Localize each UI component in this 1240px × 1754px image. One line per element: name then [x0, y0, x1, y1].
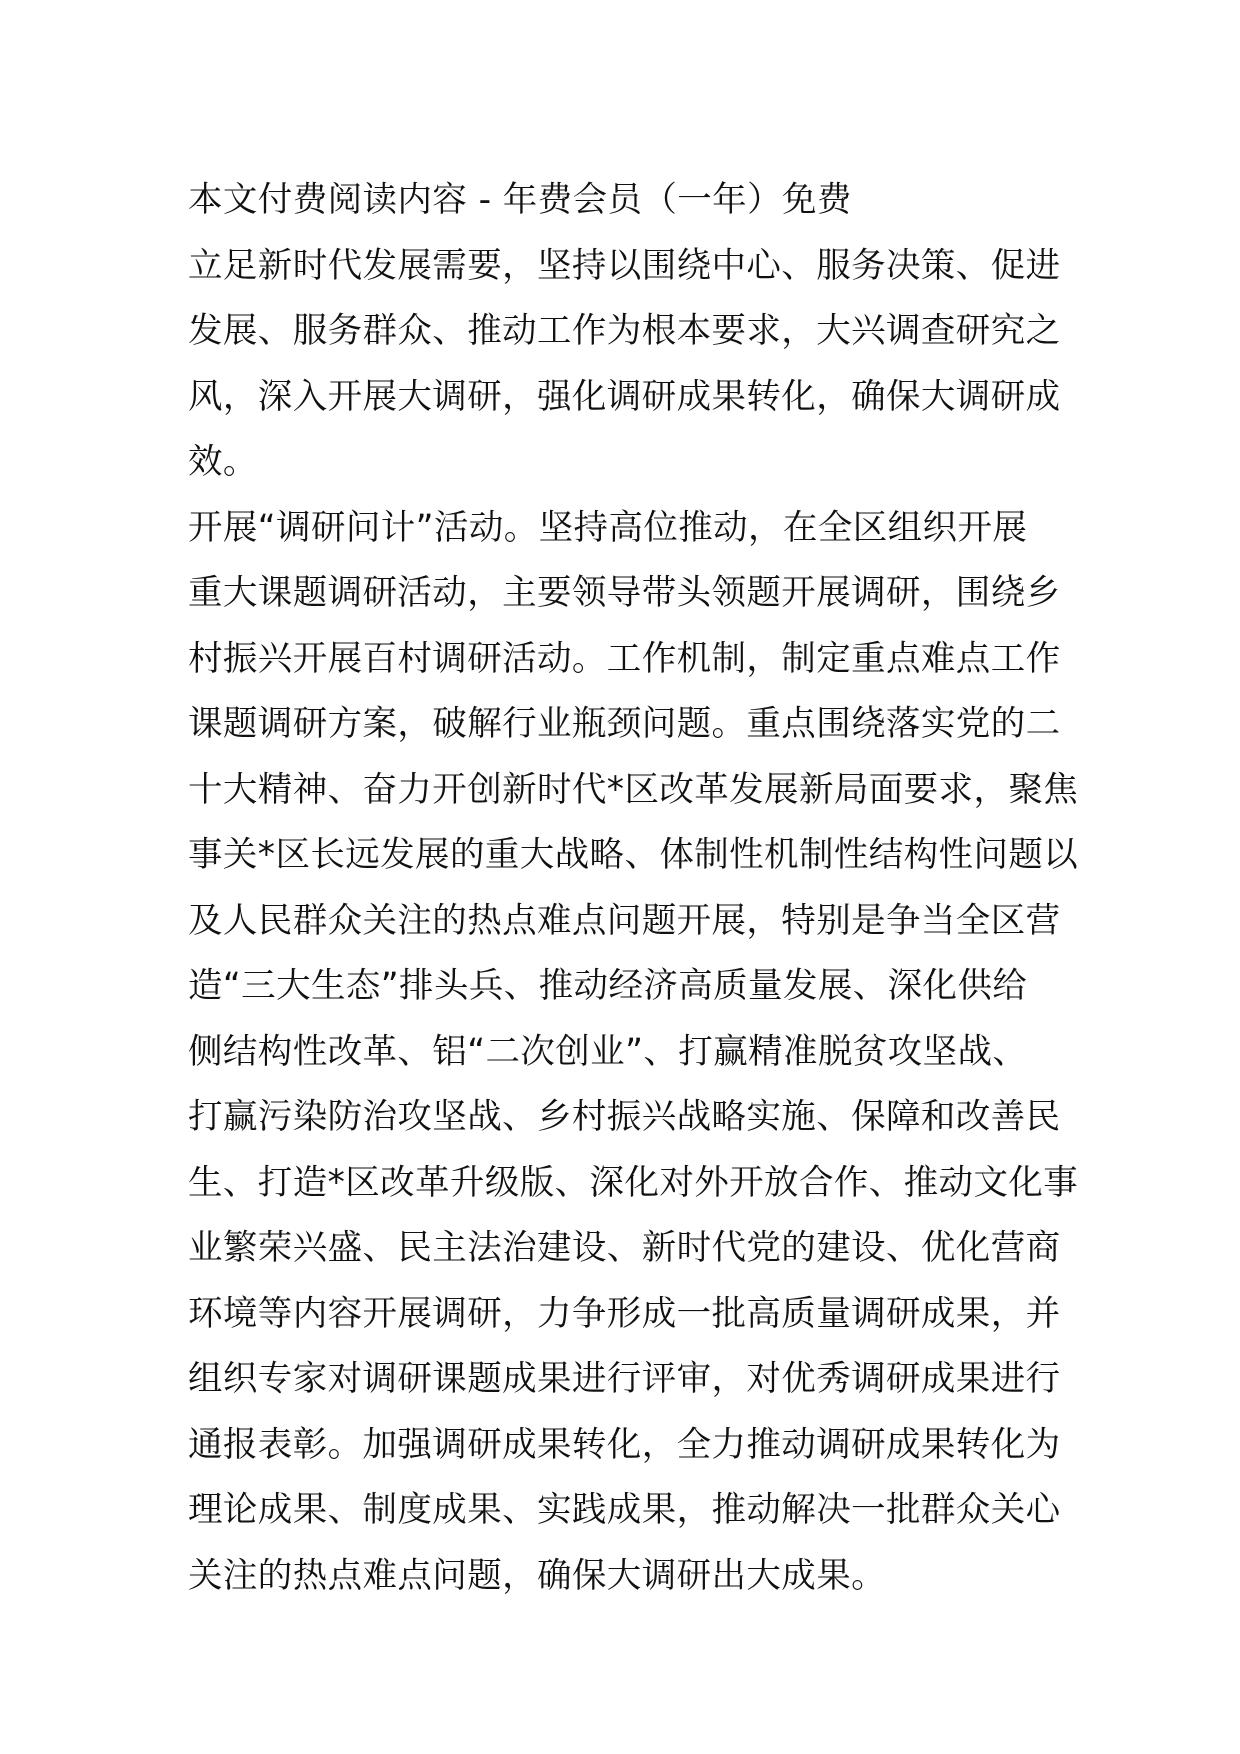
paragraph-line: 风，深入开展大调研，强化调研成果转化，确保大调研成 — [188, 376, 1061, 417]
document-body — [188, 168, 1079, 1609]
paragraph-line: 十大精神、奋力开创新时代*区改革发展新局面要求，聚焦 — [188, 769, 1079, 810]
paragraph-line: 打赢污染防治攻坚战、乡村振兴战略实施、保障和改善民 — [188, 1097, 1061, 1137]
paragraph-line: 立足新时代发展需要，坚持以围绕中心、服务决策、促进 — [188, 245, 1061, 286]
paragraph-line: 造“三大生态”排头兵、推动经济高质量发展、深化供给 — [188, 966, 1028, 1006]
paragraph-line: 效。 — [188, 442, 258, 482]
paragraph-line: 村振兴开展百村调研活动。工作机制，制定重点难点工作 — [188, 638, 1061, 679]
paragraph-line: 重大课题调研活动，主要领导带头领题开展调研，围绕乡 — [188, 573, 1061, 613]
paragraph-line: 理论成果、制度成果、实践成果，推动解决一批群众关心 — [188, 1490, 1061, 1530]
paid-content-notice: 本文付费阅读内容 - 年费会员（一年）免费 — [188, 180, 852, 220]
paragraph-line: 及人民群众关注的热点难点问题开展，特别是争当全区营 — [188, 900, 1061, 941]
paragraph-line: 业繁荣兴盛、民主法治建设、新时代党的建设、优化营商 — [188, 1228, 1061, 1268]
paragraph-line: 开展“调研问计”活动。坚持高位推动，在全区组织开展 — [188, 507, 1028, 548]
paragraph-line: 生、打造*区改革升级版、深化对外开放合作、推动文化事 — [188, 1162, 1079, 1203]
paragraph-line: 事关*区长远发展的重大战略、体制性机制性结构性问题以 — [188, 835, 1079, 875]
paragraph-line: 发展、服务群众、推动工作为根本要求，大兴调查研究之 — [188, 311, 1061, 351]
paragraph-research-activity — [188, 496, 1079, 1610]
paragraph-line: 组织专家对调研课题成果进行评审，对优秀调研成果进行 — [188, 1359, 1061, 1399]
paragraph-line: 侧结构性改革、铝“二次创业”、打赢精准脱贫攻坚战、 — [188, 1031, 1028, 1072]
paragraph-line: 课题调研方案，破解行业瓶颈问题。重点围绕落实党的二 — [188, 704, 1061, 744]
paragraph-line: 通报表彰。加强调研成果转化，全力推动调研成果转化为 — [188, 1424, 1061, 1465]
paragraph-intro — [188, 234, 1061, 496]
paragraph-line: 环境等内容开展调研，力争形成一批高质量调研成果，并 — [188, 1293, 1061, 1334]
paragraph-line: 关注的热点难点问题，确保大调研出大成果。 — [188, 1555, 886, 1596]
